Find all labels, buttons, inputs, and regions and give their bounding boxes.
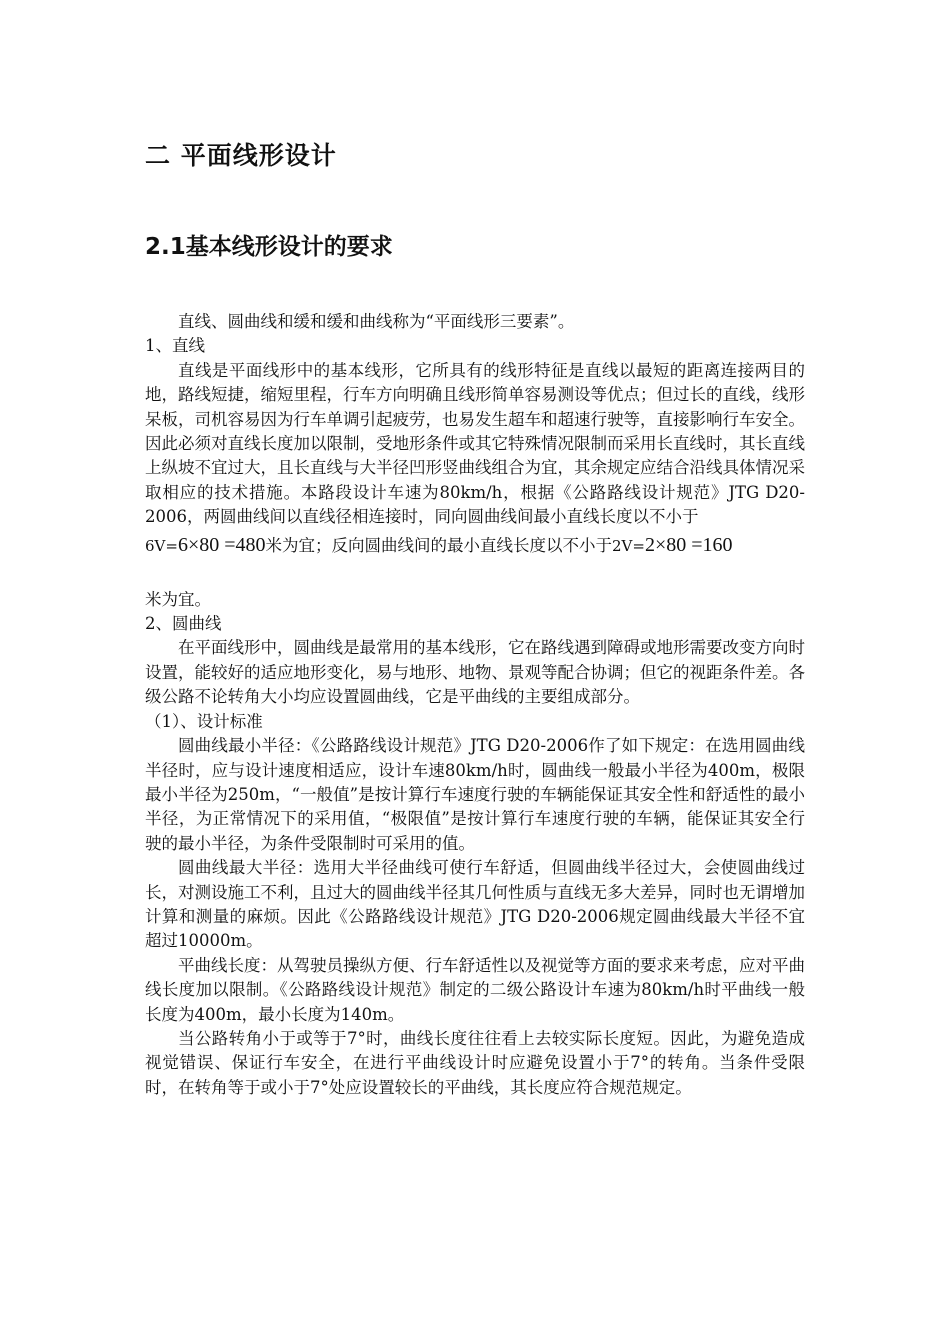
design-standard-label: （1）、设计标准: [145, 711, 263, 731]
chapter-heading: 二 平面线形设计: [145, 141, 337, 170]
formula-prefix-2v: 2V=: [612, 536, 645, 555]
circular-curve-paragraph: 在平面线形中，圆曲线是最常用的基本线形，它在路线遇到障碍或地形需要改变方向时设置，能较好的适应地形变化，易与地形、地物、景观等配合协调；但它的视距条件差。各级公路不论转角大小均应设置圆曲线，它是平曲线的主要组成部分。: [145, 638, 805, 707]
formula-expr-160: 2×80 =160: [644, 533, 733, 556]
max-radius-paragraph: 圆曲线最大半径：选用大半径曲线可使行车舒适，但圆曲线半径过大，会使圆曲线过长，对测设施工不利，且过大的圆曲线半径其几何性质与直线无多大差异，同时也无谓增加计算和测量的麻烦。因此《公路路线设计规范》JTG D20-2006规定圆曲线最大半径不宜超过10000m。: [145, 858, 805, 951]
section-2-label: 2、圆曲线: [145, 614, 222, 634]
formula-mid-text: 米为宜；反向圆曲线间的最小直线长度以不小于: [265, 535, 613, 555]
intro-paragraph: 直线、圆曲线和缓和缓和曲线称为“平面线形三要素”。: [178, 312, 575, 331]
min-radius-paragraph: 圆曲线最小半径：《公路路线设计规范》JTG D20-2006作了如下规定：在选用圆曲线半径时，应与设计速度相适应，设计车速80km/h时，圆曲线一般最小半径为400m，极限最小半径为250m，“一般值”是按计算行车速度行驶的车辆能保证其安全性和舒适性的最小半径，为正常情况下的采用值，“极限值”是按计算行车速度行驶的车辆，能保证其安全行驶的最小半径，为条件受限制时可采用的值。: [145, 736, 805, 853]
small-angle-paragraph: 当公路转角小于或等于7°时，曲线长度往往看上去较实际长度短。因此，为避免造成视觉错误、保证行车安全，在进行平曲线设计时应避免设置小于7°的转角。当条件受限时，在转角等于或小于7°处应设置较长的平曲线，其长度应符合规范规定。: [145, 1028, 805, 1097]
straight-line-closing: 米为宜。: [145, 589, 211, 609]
formula-expr-480: 6×80 =480: [177, 533, 266, 556]
formula-prefix-6v: 6V=: [145, 536, 178, 555]
length-formula-line: [145, 530, 805, 588]
section-heading: 2.1基本线形设计的要求: [145, 234, 393, 260]
curve-length-paragraph: 平曲线长度：从驾驶员操纵方便、行车舒适性以及视觉等方面的要求来考虑，应对平曲线长度加以限制。《公路路线设计规范》制定的二级公路设计车速为80km/h时平曲线一般长度为400m，最小长度为140m。: [145, 955, 805, 1024]
section-1-label: 1、直线: [145, 336, 205, 356]
straight-line-paragraph: 直线是平面线形中的基本线形，它所具有的线形特征是直线以最短的距离连接两目的地，路线短捷，缩短里程，行车方向明确且线形简单容易测设等优点；但过长的直线，线形呆板，司机容易因为行车单调引起疲劳，也易发生超车和超速行驶等，直接影响行车安全。因此必须对直线长度加以限制，受地形条件或其它特殊情况限制而采用长直线时，其长直线上纵坡不宜过大，且长直线与大半径凹形竖曲线组合为宜，其余规定应结合沿线具体情况采取相应的技术措施。本路段设计车速为80km/h，根据《公路路线设计规范》JTG D20-2006，两圆曲线间以直线径相连接时，同向圆曲线间最小直线长度以不小于: [145, 360, 805, 527]
document-body: [145, 310, 805, 1100]
